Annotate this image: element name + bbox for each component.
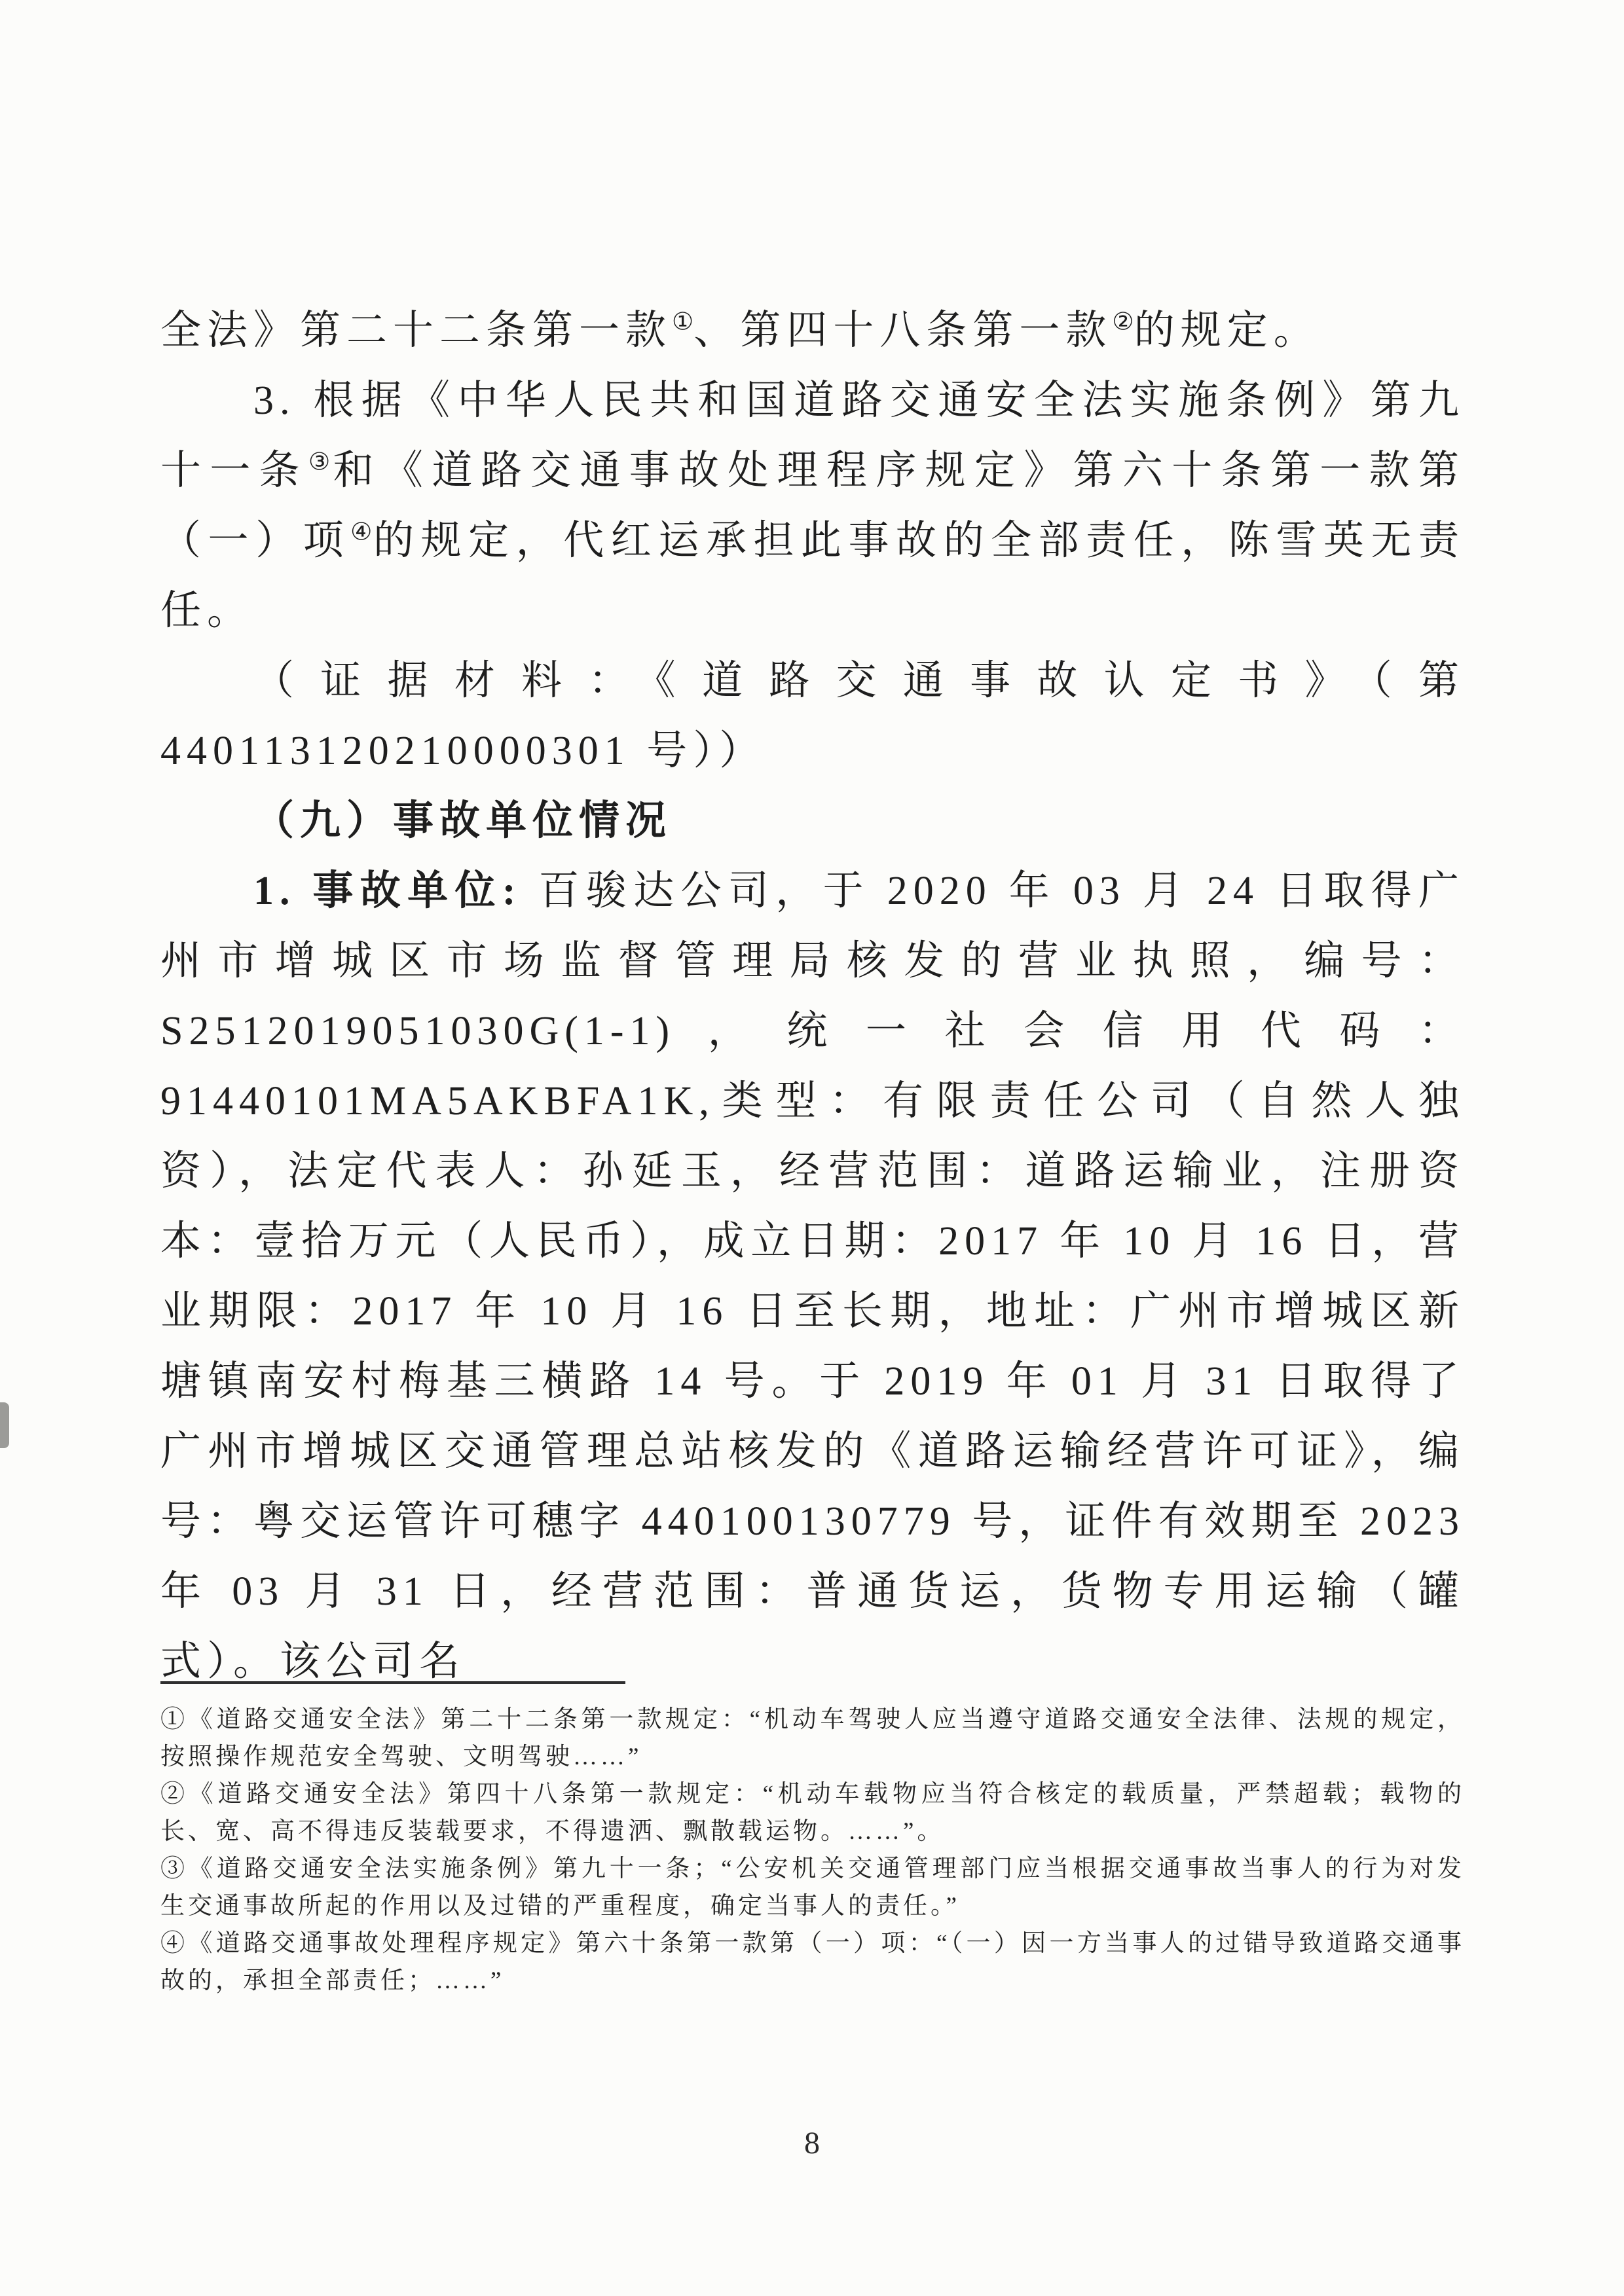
paragraph-law-citation-continuation	[160, 296, 1465, 366]
text-run: 的规定，代红运承担此事故的全部责任，陈雪英无责任。	[160, 519, 1465, 633]
text-run: 3. 根据《中华人民共和国道路交通安全法实施条例》第九十一条	[160, 378, 1465, 493]
footnote-2: ②《道路交通安全法》第四十八条第一款规定：“机动车载物应当符合核定的载质量，严禁超载；载物的长、宽、高不得违反装载要求，不得遗洒、飘散载运物。……”。	[160, 1781, 1465, 1845]
footnote-separator	[160, 1681, 625, 1684]
footnote-ref: ③	[308, 448, 333, 476]
paragraph-accident-unit-details	[160, 856, 1465, 1697]
scan-smudge	[0, 1402, 9, 1448]
footnote-block	[160, 1681, 1465, 1999]
page-number: 8	[804, 2126, 820, 2160]
footnote-ref: ④	[350, 519, 374, 546]
text-run: 的规定。	[1134, 308, 1320, 353]
text-run: 、第四十八条第一款	[693, 308, 1113, 353]
footnote-ref: ①	[672, 308, 694, 336]
text-run: 全法》第二十二条第一款	[160, 308, 673, 353]
footnote-ref: ②	[1112, 308, 1134, 336]
footnote-list	[160, 1701, 1465, 1999]
heading-accident-unit-section	[160, 786, 1465, 856]
text-run: 和《道路交通事故处理程序规定》第六十条第一款第（一）项	[160, 448, 1465, 563]
body-text	[160, 296, 1465, 1697]
footnote-1: ①《道路交通安全法》第二十二条第一款规定：“机动车驾驶人应当遵守道路交通安全法律、法规的规定，按照操作规范安全驾驶、文明驾驶……”	[160, 1706, 1465, 1770]
bold-label: （九）事故单位情况	[253, 799, 673, 843]
paragraph-responsibility-determination	[160, 366, 1465, 646]
text-run: （证据材料：《道路交通事故认定书》（第 440113120210000301 号））	[160, 659, 1465, 773]
text-run: 百骏达公司，于 2020 年 03 月 24 日取得广州市增城区市场监督管理局核发的营业执照，编号：S2512019051030G(1-1)，统一社会信用代码：91440101MA5AKBFA1K,类型：有限责任公司（自然人独资），法定代表人：孙延玉，经营范围：道路运输业，注册资本：壹拾万元（人民币），成立日期：2017 年 10 月 16 日，营业期限：2017 年 10 月 16 日至长期，地址：广州市增城区新塘镇南安村梅基三横路 14 号。于 2019 年 01 月 31 日取得了广州市增城区交通管理总站核发的《道路运输经营许可证》，编号：粤交运管许可穗字 440100130779 号，证件有效期至 2023 年 03 月 31 日，经营范围：普通货运，货物专用运输（罐式）。该公司名	[160, 869, 1465, 1684]
footnote-4: ④《道路交通事故处理程序规定》第六十条第一款第（一）项：“（一）因一方当事人的过错导致道路交通事故的，承担全部责任；……”	[160, 1930, 1465, 1994]
footnote-3: ③《道路交通安全法实施条例》第九十一条；“公安机关交通管理部门应当根据交通事故当事人的行为对发生交通事故所起的作用以及过错的严重程度，确定当事人的责任。”	[160, 1855, 1465, 1920]
paragraph-evidence-material	[160, 646, 1465, 786]
bold-label: 1. 事故单位:	[253, 869, 539, 913]
